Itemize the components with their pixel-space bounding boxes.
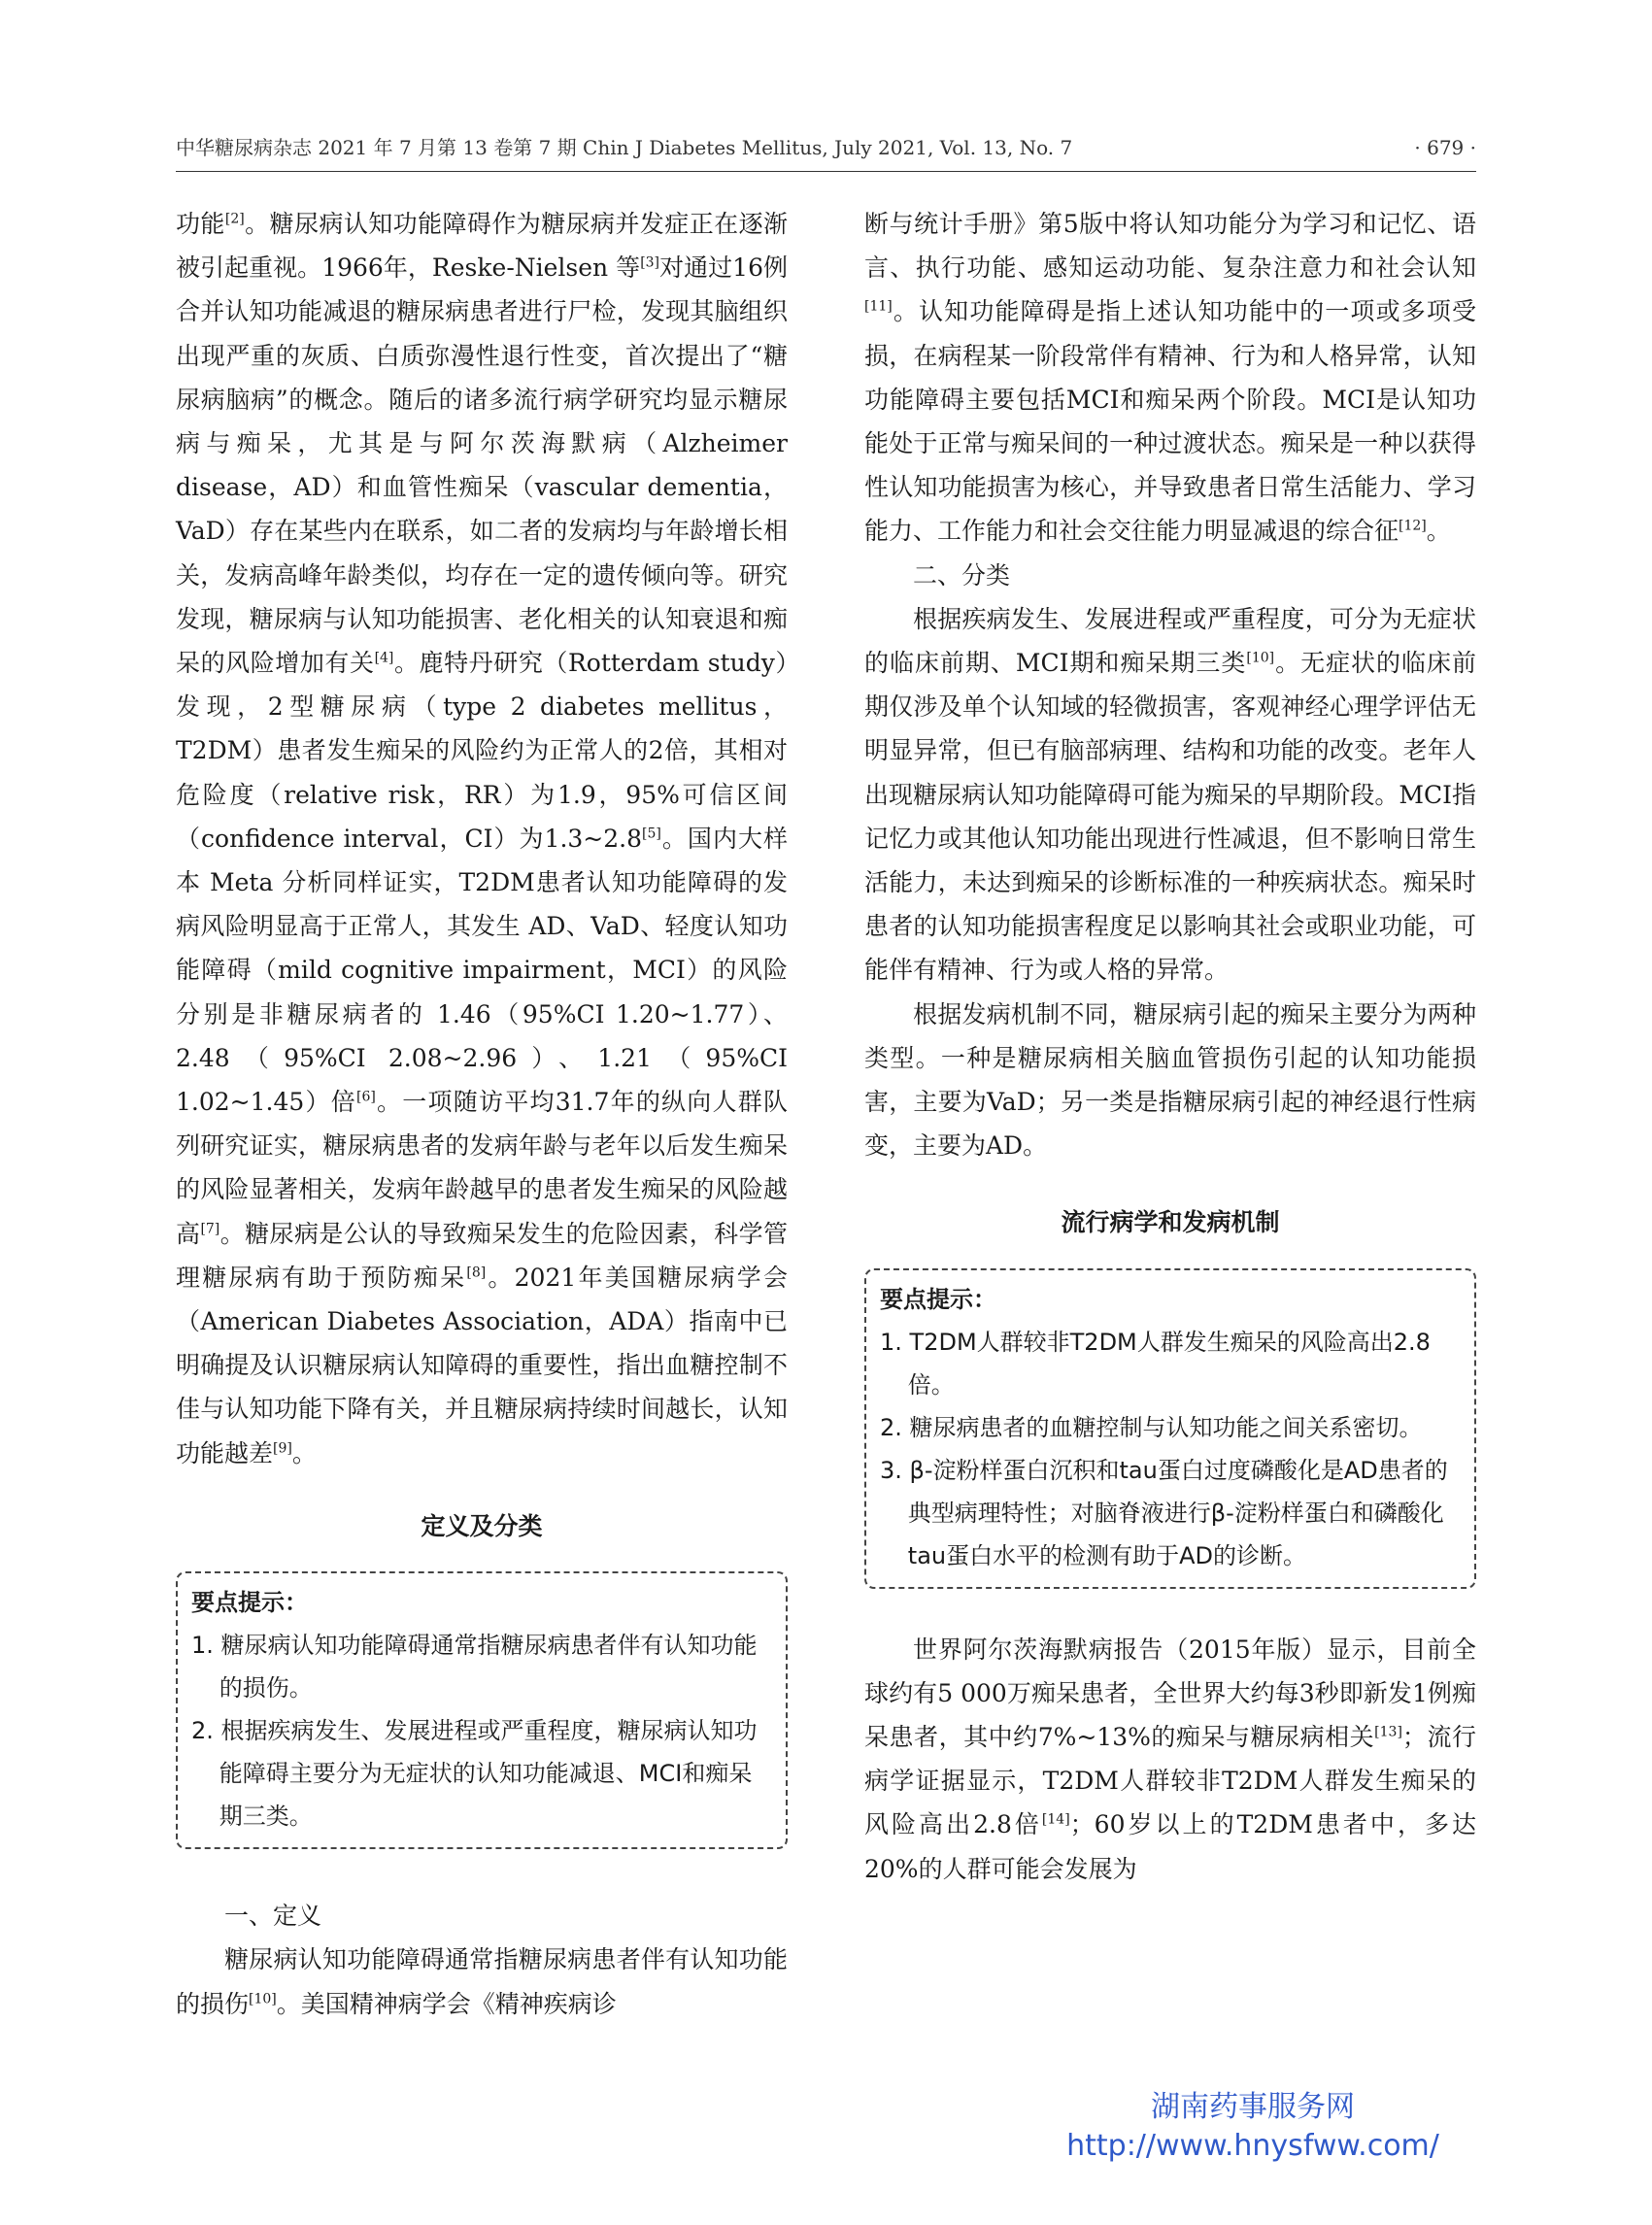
paragraph: 断与统计手册》第5版中将认知功能分为学习和记忆、语言、执行功能、感知运动功能、复杂注意力和社会认知[11]。认知功能障碍是指上述认知功能中的一项或多项受损，在病程某一阶段常伴有精神、行为和人格异常，认知功能障碍主要包括MCI和痴呆两个阶段。MCI是认知功能处于正常与痴呆间的一种过渡状态。痴呆是一种以获得性认知功能损害为核心，并导致患者日常生活能力、学习能力、工作能力和社会交往能力明显减退的综合征[12]。	[864, 210, 1476, 546]
citation-ref: [4]	[374, 650, 394, 666]
paragraph: 根据疾病发生、发展进程或严重程度，可分为无症状的临床前期、MCI期和痴呆期三类[10]。无症状的临床前期仅涉及单个认知域的轻微损害，客观神经心理学评估无明显异常，但已有脑部病理、结构和功能的改变。老年人出现糖尿病认知功能障碍可能为痴呆的早期阶段。MCI指记忆力或其他认知功能出现进行性减退，但不影响日常生活能力，未达到痴呆的诊断标准的一种疾病状态。痴呆时患者的认知功能损害程度足以影响其社会或职业功能，可能伴有精神、行为或人格的异常。	[864, 604, 1476, 985]
subhead-definition: 一、定义	[224, 1902, 322, 1931]
key-point-item: 1. T2DM人群较非T2DM人群发生痴呆的风险高出2.8倍。	[880, 1328, 1431, 1399]
header-divider	[176, 171, 1476, 172]
citation-ref: [11]	[864, 299, 893, 316]
citation-ref: [2]	[224, 211, 245, 227]
citation-ref: [14]	[1041, 1812, 1070, 1829]
watermark	[981, 2088, 1525, 2166]
citation-ref: [8]	[466, 1264, 487, 1281]
paragraph: 世界阿尔茨海默病报告（2015年版）显示，目前全球约有5 000万痴呆患者，全世界大约每3秒即新发1例痴呆患者，其中约7%~13%的痴呆与糖尿病相关[13]；流行病学证据显示，T2DM人群较非T2DM人群发生痴呆的风险高出2.8倍[14]；60岁以上的T2DM患者中，多达20%的人群可能会发展为	[864, 1635, 1476, 1883]
watermark-url: http://www.hnysfww.com/	[1066, 2129, 1439, 2163]
citation-ref: [13]	[1374, 1724, 1402, 1740]
paragraph: 糖尿病认知功能障碍通常指糖尿病患者伴有认知功能的损伤[10]。美国精神病学会《精神疾病诊	[176, 1945, 788, 2018]
section-title-definition: 定义及分类	[421, 1511, 543, 1540]
citation-ref: [10]	[1246, 650, 1275, 666]
citation-ref: [10]	[249, 1991, 277, 2007]
key-points-box	[864, 1268, 1476, 1589]
key-points-list	[880, 1321, 1461, 1577]
key-points-box	[176, 1571, 788, 1849]
citation-ref: [12]	[1399, 519, 1427, 535]
key-point-item: 2. 糖尿病患者的血糖控制与认知功能之间关系密切。	[880, 1413, 1423, 1441]
page-number: · 679 ·	[1414, 136, 1476, 159]
citation-ref: [5]	[642, 826, 661, 842]
running-header	[176, 131, 1476, 164]
key-points-title: 要点提示：	[880, 1285, 996, 1313]
key-point-item: 2. 根据疾病发生、发展进程或严重程度，糖尿病认知功能障碍主要分为无症状的认知功能减退、MCI和痴呆期三类。	[191, 1717, 758, 1831]
journal-citation: 中华糖尿病杂志 2021 年 7 月第 13 卷第 7 期 Chin J Diabetes Mellitus, July 2021, Vol. 13, No. 7	[176, 136, 1073, 159]
paragraph: 功能[2]。糖尿病认知功能障碍作为糖尿病并发症正在逐渐被引起重视。1966年，Reske-Nielsen 等[3]对通过16例合并认知功能减退的糖尿病患者进行尸检，发现其脑组织出现严重的灰质、白质弥漫性退行性变，首次提出了“糖尿病脑病”的概念。随后的诸多流行病学研究均显示糖尿病与痴呆，尤其是与阿尔茨海默病（Alzheimer disease，AD）和血管性痴呆（vascular dementia，VaD）存在某些内在联系，如二者的发病均与年龄增长相关，发病高峰年龄类似，均存在一定的遗传倾向等。研究发现，糖尿病与认知功能损害、老化相关的认知衰退和痴呆的风险增加有关[4]。鹿特丹研究（Rotterdam study）发现，2型糖尿病（type 2 diabetes mellitus，T2DM）患者发生痴呆的风险约为正常人的2倍，其相对危险度（relative risk，RR）为1.9，95%可信区间（confidence interval，CI）为1.3~2.8[5]。国内大样本 Meta 分析同样证实，T2DM患者认知功能障碍的发病风险明显高于正常人，其发生 AD、VaD、轻度认知功能障碍（mild cognitive impairment，MCI）的风险分别是非糖尿病者的 1.46（95%CI 1.20~1.77）、2.48（95%CI 2.08~2.96）、1.21（95%CI 1.02~1.45）倍[6]。一项随访平均31.7年的纵向人群队列研究证实，糖尿病患者的发病年龄与老年以后发生痴呆的风险显著相关，发病年龄越早的患者发生痴呆的风险越高[7]。糖尿病是公认的导致痴呆发生的危险因素，科学管理糖尿病有助于预防痴呆[8]。2021年美国糖尿病学会（American Diabetes Association，ADA）指南中已明确提及认识糖尿病认知障碍的重要性，指出血糖控制不佳与认知功能下降有关，并且糖尿病持续时间越长，认知功能越差[9]。	[176, 210, 789, 1467]
key-points-title: 要点提示：	[191, 1589, 308, 1617]
right-column	[864, 202, 1476, 1891]
subhead-classification: 二、分类	[913, 560, 1011, 590]
citation-ref: [3]	[640, 254, 660, 271]
key-points-list	[191, 1624, 772, 1837]
citation-ref: [9]	[273, 1440, 292, 1457]
paragraph: 根据发病机制不同，糖尿病引起的痴呆主要分为两种类型。一种是糖尿病相关脑血管损伤引起的认知功能损害，主要为VaD；另一类是指糖尿病引起的神经退行性病变，主要为AD。	[864, 999, 1476, 1161]
section-title-epidemiology: 流行病学和发病机制	[1061, 1208, 1280, 1237]
citation-ref: [6]	[355, 1089, 376, 1105]
citation-ref: [7]	[200, 1221, 220, 1237]
watermark-site-name: 湖南药事服务网	[1151, 2090, 1355, 2124]
left-column	[176, 202, 788, 2026]
key-point-item: 3. β-淀粉样蛋白沉积和tau蛋白过度磷酸化是AD患者的典型病理特性；对脑脊液进行β-淀粉样蛋白和磷酸化tau蛋白水平的检测有助于AD的诊断。	[880, 1456, 1448, 1569]
key-point-item: 1. 糖尿病认知功能障碍通常指糖尿病患者伴有认知功能的损伤。	[191, 1632, 758, 1702]
